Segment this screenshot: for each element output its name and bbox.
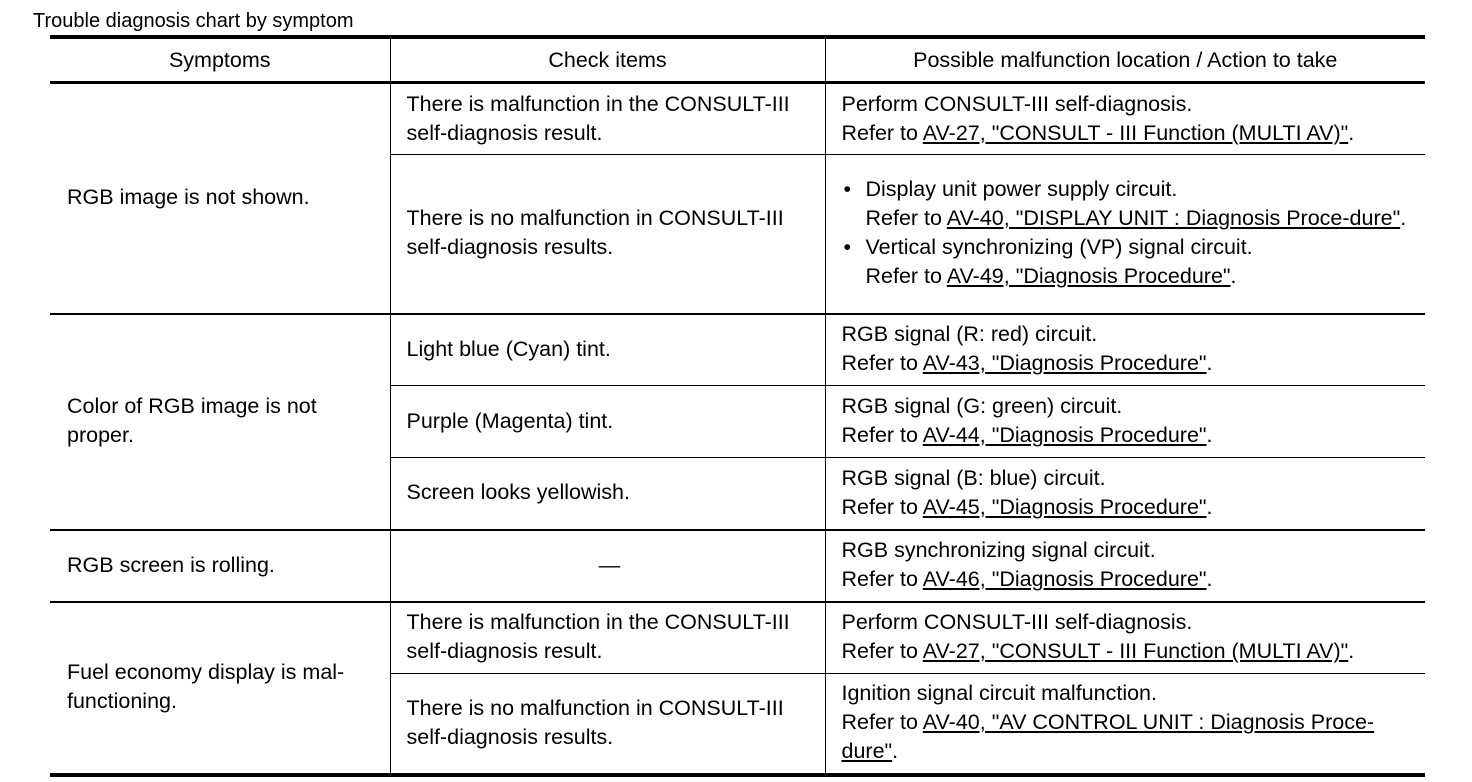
bullet-text: • Display unit power supply circuit. <box>865 177 1178 202</box>
table-row <box>50 602 1425 674</box>
refer-to-label: Refer to <box>841 423 918 447</box>
action-cell <box>825 602 1425 674</box>
action-cell <box>825 314 1425 386</box>
ref-period: . <box>1348 120 1355 145</box>
header-check-items: Check items <box>390 37 825 83</box>
ref-period: . <box>1348 639 1355 664</box>
refer-to-label: Refer to <box>841 710 918 735</box>
reference-link[interactable]: AV-46, "Diagnosis Procedure" <box>922 567 1207 591</box>
reference-link[interactable]: AV-27, "CONSULT - III Function (MULTI AV)" <box>922 120 1349 145</box>
table-row <box>50 314 1425 386</box>
symptom-cell: Fuel economy display is mal-functioning. <box>67 660 345 713</box>
action-text: Ignition signal circuit malfunction. <box>841 681 1157 706</box>
reference-link[interactable]: AV-40, "AV CONTROL UNIT : Diagnosis Proce-dure" <box>841 710 1375 764</box>
action-cell <box>825 530 1425 602</box>
action-cell <box>825 83 1425 155</box>
ref-period: . <box>892 739 899 764</box>
check-cell: Purple (Magenta) tint. <box>390 386 825 458</box>
check-cell: There is malfunction in the CONSULT-III self-diagnosis result. <box>390 83 825 155</box>
header-symptoms: Symptoms <box>50 37 390 83</box>
check-cell: There is no malfunction in CONSULT-III self-diagnosis results. <box>390 674 825 775</box>
ref-period: . <box>1230 264 1237 289</box>
reference-link[interactable]: AV-27, "CONSULT - III Function (MULTI AV)" <box>922 639 1349 664</box>
action-text: Perform CONSULT-III self-diagnosis. <box>841 610 1193 635</box>
action-cell <box>825 386 1425 458</box>
reference-link[interactable]: AV-43, "Diagnosis Procedure" <box>922 351 1207 376</box>
refer-to-label: Refer to <box>841 639 918 664</box>
bullet-text: • Vertical synchronizing (VP) signal circuit. <box>865 235 1253 260</box>
trouble-diagnosis-table <box>50 35 1425 777</box>
action-text: RGB signal (R: red) circuit. <box>841 322 1098 347</box>
reference-link[interactable]: AV-45, "Diagnosis Procedure" <box>922 494 1207 519</box>
reference-link[interactable]: AV-40, "DISPLAY UNIT : Diagnosis Proce-dure" <box>946 206 1401 231</box>
ref-period: . <box>1400 206 1407 231</box>
header-action: Possible malfunction location / Action to take <box>825 37 1425 83</box>
check-cell: — <box>390 530 825 602</box>
reference-link[interactable]: AV-49, "Diagnosis Procedure" <box>946 264 1231 289</box>
action-text: RGB signal (G: green) circuit. <box>841 394 1123 418</box>
ref-period: . <box>1206 351 1213 376</box>
refer-to-label: Refer to <box>841 120 918 145</box>
action-bullet-list <box>842 175 1414 291</box>
symptom-cell: Color of RGB image is not proper. <box>67 394 317 447</box>
ref-period: . <box>1206 567 1213 591</box>
action-text: RGB synchronizing signal circuit. <box>841 538 1156 562</box>
reference-link[interactable]: AV-44, "Diagnosis Procedure" <box>922 423 1207 447</box>
action-cell <box>825 155 1425 314</box>
table-row <box>50 83 1425 155</box>
symptom-cell: RGB screen is rolling. <box>67 552 275 577</box>
table-caption: Trouble diagnosis chart by symptom <box>33 10 354 32</box>
check-cell: Light blue (Cyan) tint. <box>390 314 825 386</box>
bullet-item <box>842 233 1414 291</box>
action-cell <box>825 674 1425 775</box>
action-cell <box>825 458 1425 530</box>
refer-to-label: Refer to <box>841 351 918 376</box>
refer-to-label: Refer to <box>865 206 942 231</box>
action-text: RGB signal (B: blue) circuit. <box>841 465 1106 490</box>
refer-to-label: Refer to <box>841 567 918 591</box>
header-row <box>50 37 1425 83</box>
symptom-cell: RGB image is not shown. <box>67 185 310 210</box>
check-cell: There is malfunction in the CONSULT-III self-diagnosis result. <box>390 602 825 674</box>
bullet-item <box>842 175 1414 233</box>
action-text: Perform CONSULT-III self-diagnosis. <box>841 91 1193 116</box>
ref-period: . <box>1206 423 1213 447</box>
refer-to-label: Refer to <box>841 494 918 519</box>
refer-to-label: Refer to <box>865 264 942 289</box>
check-cell: Screen looks yellowish. <box>390 458 825 530</box>
table-row <box>50 530 1425 602</box>
ref-period: . <box>1206 494 1213 519</box>
check-cell: There is no malfunction in CONSULT-III self-diagnosis results. <box>390 155 825 314</box>
